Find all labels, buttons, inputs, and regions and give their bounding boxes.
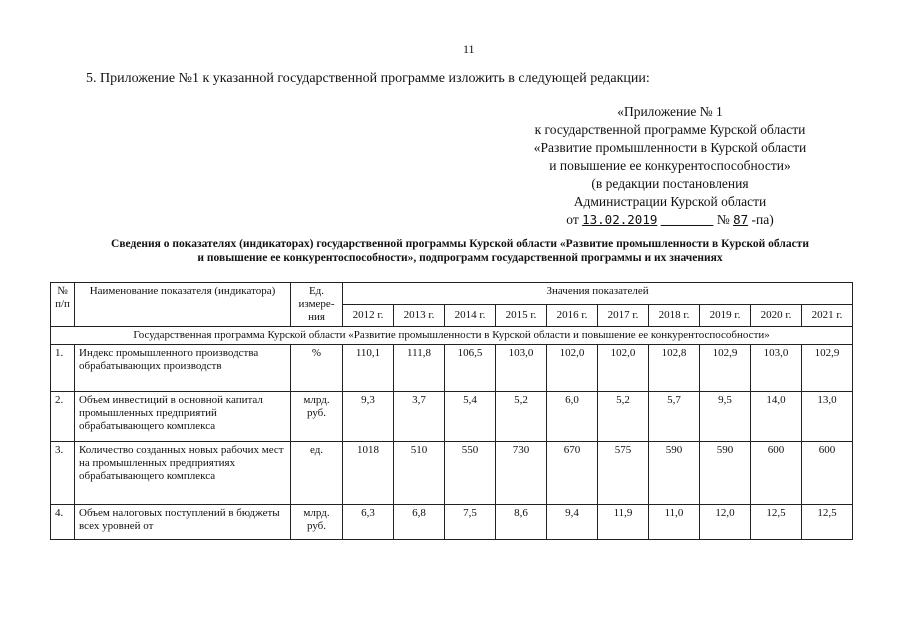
row-value: 103,0 <box>496 345 547 392</box>
row-value: 13,0 <box>802 392 853 442</box>
header-year: 2016 г. <box>547 305 598 327</box>
row-value: 111,8 <box>394 345 445 392</box>
row-name: Индекс промышленного производства обрабатывающих производств <box>75 345 291 392</box>
row-unit: ед. <box>291 442 343 505</box>
table-title-line-2: и повышение ее конкурентоспособности», подпрограмм государственной программы и их значениях <box>197 252 723 264</box>
row-value: 6,3 <box>343 505 394 540</box>
row-value: 12,0 <box>700 505 751 540</box>
intro-paragraph: 5. Приложение №1 к указанной государственной программе изложить в следующей редакции: <box>86 71 650 86</box>
row-value: 550 <box>445 442 496 505</box>
row-value: 110,1 <box>343 345 394 392</box>
row-value: 575 <box>598 442 649 505</box>
indicators-table <box>50 282 853 540</box>
row-unit: млрд. руб. <box>291 392 343 442</box>
header-year: 2014 г. <box>445 305 496 327</box>
row-value: 12,5 <box>751 505 802 540</box>
header-year: 2015 г. <box>496 305 547 327</box>
header-num: № п/п <box>51 283 75 327</box>
header-year: 2021 г. <box>802 305 853 327</box>
decree-number: 87 <box>733 212 749 227</box>
row-value: 9,5 <box>700 392 751 442</box>
row-num: 1. <box>51 345 75 392</box>
header-year: 2012 г. <box>343 305 394 327</box>
row-num: 4. <box>51 505 75 540</box>
number-suffix: -па) <box>751 212 774 227</box>
row-value: 5,4 <box>445 392 496 442</box>
row-name: Объем налоговых поступлений в бюджеты всех уровней от <box>75 505 291 540</box>
row-value: 6,0 <box>547 392 598 442</box>
row-value: 9,3 <box>343 392 394 442</box>
row-num: 3. <box>51 442 75 505</box>
header-year: 2017 г. <box>598 305 649 327</box>
row-value: 102,8 <box>649 345 700 392</box>
table-row <box>51 505 853 540</box>
row-value: 5,7 <box>649 392 700 442</box>
appendix-line-1: «Приложение № 1 <box>617 104 723 119</box>
appendix-line-4: и повышение ее конкурентоспособности» <box>549 158 791 173</box>
row-value: 3,7 <box>394 392 445 442</box>
row-value: 5,2 <box>598 392 649 442</box>
row-value: 730 <box>496 442 547 505</box>
number-prefix: № <box>716 212 730 227</box>
row-value: 600 <box>751 442 802 505</box>
row-value: 14,0 <box>751 392 802 442</box>
appendix-line-6: Администрации Курской области <box>573 194 767 209</box>
row-value: 9,4 <box>547 505 598 540</box>
header-name: Наименование показателя (индикатора) <box>75 283 291 327</box>
table-row <box>51 442 853 505</box>
row-value: 103,0 <box>751 345 802 392</box>
table-title <box>60 237 860 265</box>
appendix-date-line <box>520 211 820 229</box>
row-name: Объем инвестиций в основной капитал промышленных предприятий обрабатывающего комплекса <box>75 392 291 442</box>
appendix-header <box>520 103 820 229</box>
row-value: 102,9 <box>802 345 853 392</box>
row-unit: % <box>291 345 343 392</box>
row-value: 590 <box>649 442 700 505</box>
row-value: 8,6 <box>496 505 547 540</box>
row-num: 2. <box>51 392 75 442</box>
row-value: 600 <box>802 442 853 505</box>
row-value: 12,5 <box>802 505 853 540</box>
row-value: 102,0 <box>547 345 598 392</box>
row-value: 106,5 <box>445 345 496 392</box>
row-value: 11,0 <box>649 505 700 540</box>
row-value: 670 <box>547 442 598 505</box>
section-row: Государственная программа Курской области «Развитие промышленности в Курской области и повышение ее конкурентоспособности» <box>51 327 853 345</box>
decree-date: 13.02.2019 <box>582 212 658 227</box>
header-year: 2013 г. <box>394 305 445 327</box>
row-value: 102,9 <box>700 345 751 392</box>
row-value: 1018 <box>343 442 394 505</box>
row-value: 11,9 <box>598 505 649 540</box>
header-values: Значения показателей <box>343 283 853 305</box>
row-value: 7,5 <box>445 505 496 540</box>
row-value: 6,8 <box>394 505 445 540</box>
row-value: 590 <box>700 442 751 505</box>
table-title-line-1: Сведения о показателях (индикаторах) государственной программы Курской области «Развитие промышленности в Курской области <box>111 238 809 250</box>
appendix-line-2: к государственной программе Курской области <box>534 122 806 137</box>
page-number: 11 <box>463 42 475 56</box>
appendix-line-3: «Развитие промышленности в Курской области <box>533 140 807 155</box>
row-unit: млрд. руб. <box>291 505 343 540</box>
row-name: Количество созданных новых рабочих мест на промышленных предприятиях обрабатывающего комплекса <box>75 442 291 505</box>
header-year: 2020 г. <box>751 305 802 327</box>
table-row <box>51 392 853 442</box>
header-unit: Ед. измере-ния <box>291 283 343 327</box>
table-row <box>51 345 853 392</box>
row-value: 5,2 <box>496 392 547 442</box>
row-value: 102,0 <box>598 345 649 392</box>
row-value: 510 <box>394 442 445 505</box>
header-year: 2018 г. <box>649 305 700 327</box>
header-year: 2019 г. <box>700 305 751 327</box>
date-prefix: от <box>566 212 583 227</box>
appendix-line-5: (в редакции постановления <box>591 176 749 191</box>
